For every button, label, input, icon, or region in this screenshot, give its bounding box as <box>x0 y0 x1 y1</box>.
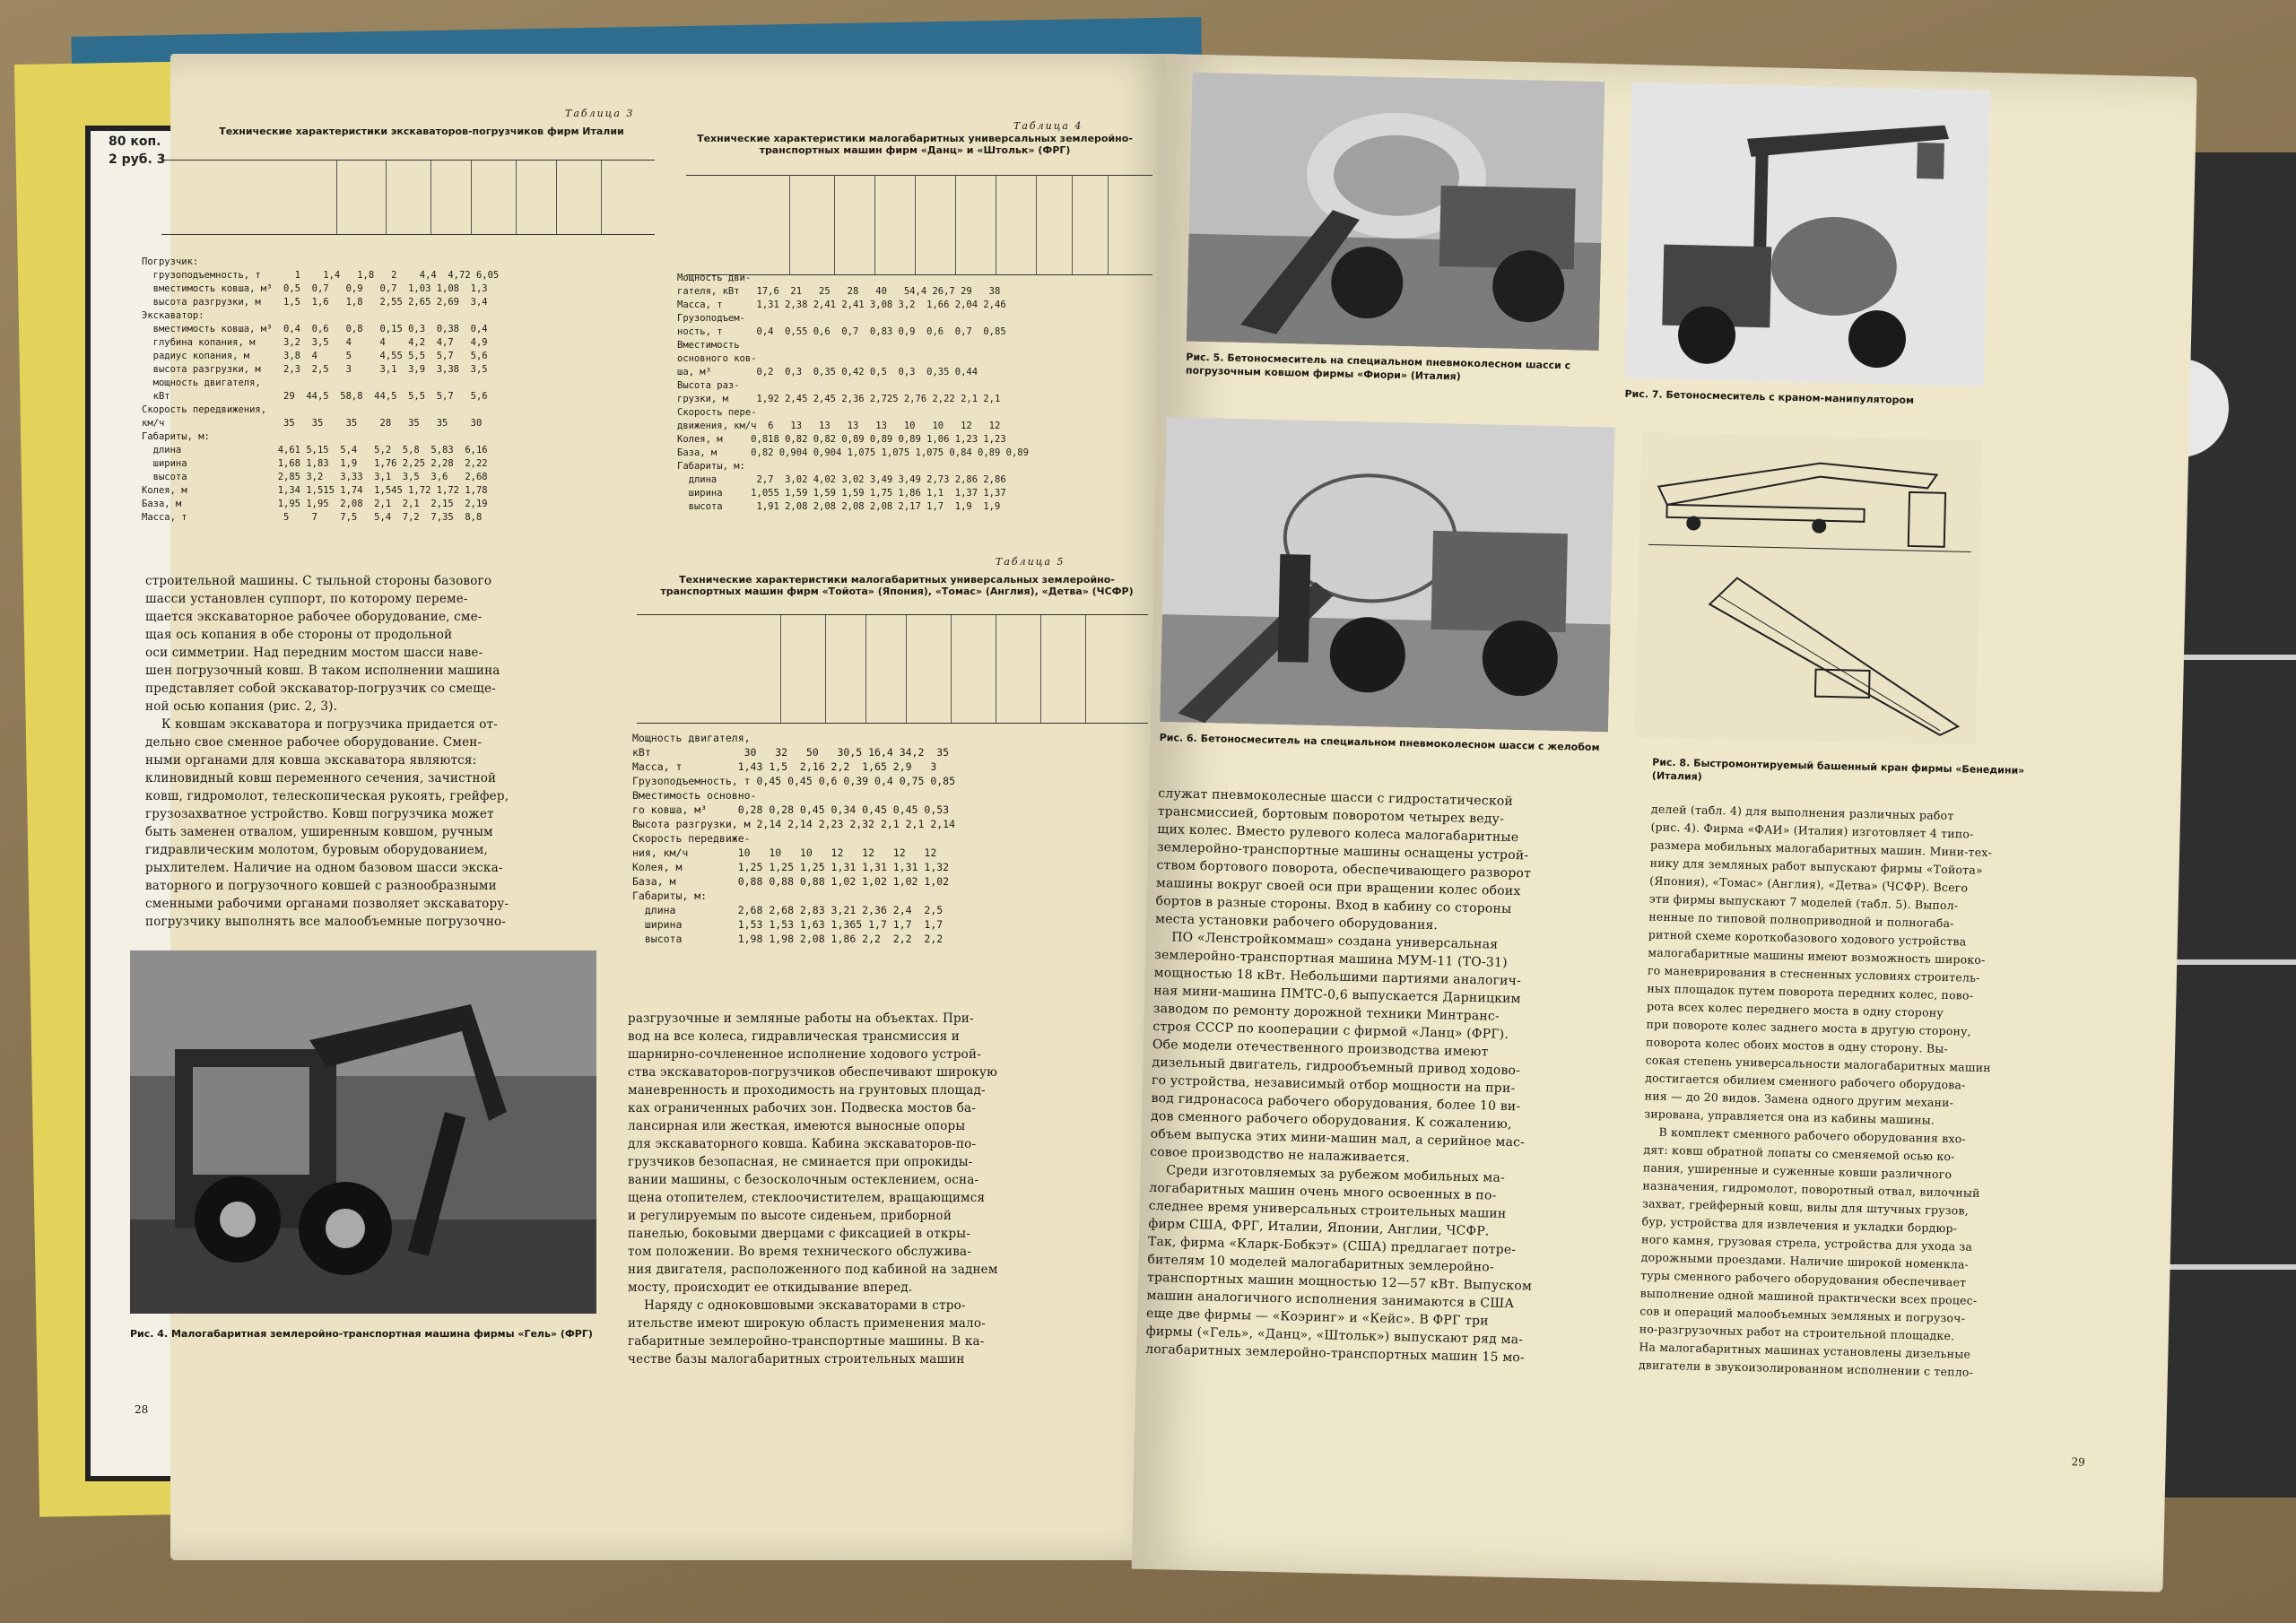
fig6-caption: Рис. 6. Бетоносмеситель на специальном пневмоколесном шасси с желобом <box>1159 732 1600 754</box>
right-text-column1: служат пневмоколесные шасси с гидростатической трансмиссией, бортовым поворотом четырех веду- щих колес. Вместо рулевого колеса малогабаритные землеройно-транспортные машины оснащены устрой- ством бортового поворота, обеспечивающего разворот машины вокруг своей оси при вращении колес обоих бортов в разные стороны. Вход в кабину со стороны места установки рабочего оборудования. ПО «Ленстройкоммаш» создана универсальная землеройно-транспортная машина МУМ-11 (ТО-31) мощностью 18 кВт. Небольшими партиями аналогич- ная мини-машина ПМТС-0,6 выпускается Дарницким заводом по ремонту дорожной техники Минтранс- строя СССР по кооперации с фирмой «Ланц» (ФРГ). Обе модели отечественного производства имеют дизельный двигатель, гидрообъемный привод ходово- го устройства, независимый отбор мощности на при- вод гидронасоса рабочего оборудования, более 10 ви- дов сменного рабочего оборудования. К сожалению, объем выпуска этих мини-машин мал, а серийное мас- совое производство не налаживается. Среди изготовляемых за рубежом мобильных ма- логабаритных машин очень много освоенных в по- следнее время универсальных строительных машин фирм США, ФРГ, Италии, Японии, Англии, ЧСФР. Так, фирма «Кларк-Бобкэт» (США) предлагает потре- бителям 10 моделей малогабаритных землеройно- транспортных машин мощностью 12—57 кВт. Выпуском машин аналогичного исполнения занимаются в США еще две фирмы — «Коэринг» и «Кейс». В ФРГ три фирмы («Гель», «Данц», «Штольк») выпускают ряд ма- логабаритных землеройно-транспортных машин 15 мо- <box>1145 786 1533 1366</box>
fig5-photo <box>1187 73 1605 351</box>
fig4-caption: Рис. 4. Малогабаритная землеройно-транспортная машина фирмы «Гель» (ФРГ) <box>130 1328 593 1340</box>
fig7-photo <box>1625 82 1990 386</box>
table3-rows: Погрузчик: грузоподъемность, т 1 1,4 1,8 2 4,4 4,72 6,05 вместимость ковша, м³ 0,5 0,7 0,9 0,7 1,03 1,08 1,3 высота разгрузки, м 1,5 1,6 1,8 2,55 2,65 2,69 3,4 Экскаватор: вместимость ковша, м³ 0,4 0,6 0,8 0,15 0,3 0,38 0,4 глубина копания, м 3,2 3,5 4 4 4,2 4,7 4,9 радиус копания, м 3,8 4 5 4,55 5,5 5,7 5,6 высота разгрузки, м 2,3 2,5 3 3,1 3,9 3,38 3,5 мощность двигателя, кВт 29 44,5 58,8 44,5 5,5 5,7 5,6 Скорость передвижения, км/ч 35 35 35 28 35 35 30 Габариты, м: длина 4,61 5,15 5,4 5,2 5,8 5,83 6,16 ширина 1,68 1,83 1,9 1,76 2,25 2,28 2,22 высота 2,85 3,2 3,33 3,1 3,5 3,6 2,68 Колея, м 1,34 1,515 1,74 1,545 1,72 1,72 1,78 База, м 1,95 1,95 2,08 2,1 2,1 2,15 2,19 Масса, т 5 7 7,5 5,4 7,2 7,35 8,8 <box>142 256 500 523</box>
table4-title: Технические характеристики малогабаритных универсальных землеройно-транспортных машин фирм «Данц» и «Штольк» (ФРГ) <box>697 133 1133 156</box>
table5-header <box>637 614 1148 724</box>
right-page <box>1132 54 2197 1593</box>
skid-steer-loader-image <box>130 950 596 1314</box>
underlying-price-text: 80 коп. 2 руб. 3 <box>109 135 166 167</box>
mixer-with-crane-image <box>1625 82 1990 386</box>
fig7-caption: Рис. 7. Бетоносмеситель с краном-манипулятором <box>1624 387 1915 407</box>
table3-header <box>161 160 655 235</box>
left-text-column2: разгрузочные и земляные работы на объектах. При- вод на все колеса, гидравлическая трансмиссия и шарнирно-сочлененное исполнение ходового устрой- ства экскаваторов-погрузчиков обеспечивают широкую маневренность и проходимость на грунтовых площад- ках ограниченных рабочих зон. Подвеска мостов ба- лансирная или жесткая, имеются выносные опоры для экскаваторного ковша. Кабина экскаваторов-по- грузчиков безопасная, не сминается при опрокиды- вании машины, с безосколочным остеклением, осна- щена отопителем, стеклоочистителем, вращающимся и регулируемым по высоте сиденьем, приборной панелью, боковыми дверцами с фиксацией в откры- том положении. Во время технического обслужива- ния двигателя, расположенного под кабиной на заднем мосту, происходит ее откидывание вперед. Наряду с одноковшовыми экскаваторами в стро- ительстве имеют широкую область применения мало- габаритные землеройно-транспортные машины. В ка- честве базы малогабаритных строительных машин <box>628 1011 998 1367</box>
table3-title: Технические характеристики экскаваторов-погрузчиков фирм Италии <box>219 126 624 137</box>
fig4-photo <box>130 950 596 1314</box>
table5-label: Таблица 5 <box>996 556 1065 568</box>
right-text-column2: делей (табл. 4) для выполнения различных работ (рис. 4). Фирма «ФАИ» (Италия) изготовляет 4 типо- размера мобильных малогабаритных машин. Мини-тех- нику для земляных работ выпускают фирмы «Тойота» (Япония), «Томас» (Англия), «Детва» (ЧСФР). Всего эти фирмы выпускают 7 моделей (табл. 5). Выпол- ненные по типовой полноприводной и полногаба- ритной схеме короткобазового ходового устройства малогабаритные машины имеют возможность широко- го маневрирования в стесненных условиях строитель- ных площадок путем поворота передних колес, пово- рота всех колес переднего моста в одну сторону при повороте колес заднего моста в другую сторону, поворота колес обоих мостов в одну сторону. Вы- сокая степень универсальности малогабаритных машин достигается обилием сменного рабочего оборудова- ния — до 20 видов. Замена одного другим механи- зирована, управляется она из кабины машины. В комплект сменного рабочего оборудования вхо- дят: ковш обратной лопаты со сменяемой осью ко- пания, уширенные и суженные ковши различного назначения, гидромолот, поворотный отвал, вилочный захват, грейферный ковш, вилы для штучных грузов, бур, устройства для извлечения и укладки бордюр- ного камня, грузовая стрела, устройства для ухода за дорожными проездами. Наличие широкой номенкла- туры сменного рабочего оборудования обеспечивает выполнение одной машиной практически всех процес- сов и операций малообъемных земляных и погрузоч- но-разгрузочных работ на строительной площадке. На малогабаритных машинах установлены дизельные двигатели в звукоизолированном исполнении с тепло- <box>1638 802 1993 1379</box>
concrete-mixer-bucket-image <box>1187 73 1605 351</box>
table3-label: Таблица 3 <box>565 108 635 119</box>
fig8-caption: Рис. 8. Быстромонтируемый башенный кран фирмы «Бенедини» (Италия) <box>1651 756 2025 783</box>
table4-rows: Мощность дви- гателя, кВт 17,6 21 25 28 40 54,4 26,7 29 38 Масса, т 1,31 2,38 2,41 2,41 3,08 3,2 1,66 2,04 2,46 Грузоподъем- ность, т 0,4 0,55 0,6 0,7 0,83 0,9 0,6 0,7 0,85 Вместимость основного ков- ша, м³ 0,2 0,3 0,35 0,42 0,5 0,3 0,35 0,44 Высота раз- грузки, м 1,92 2,45 2,45 2,36 2,725 2,76 2,22 2,1 2,1 Скорость пере- движения, км/ч 6 13 13 13 13 10 10 12 12 Колея, м 0,818 0,82 0,82 0,89 0,89 0,89 1,06 1,23 1,23 База, м 0,82 0,904 0,904 1,075 1,075 1,075 0,84 0,89 0,89 Габариты, м: длина 2,7 3,02 4,02 3,02 3,49 3,49 2,73 2,86 2,86 ширина 1,055 1,59 1,59 1,59 1,75 1,86 1,1 1,37 1,37 высота 1,91 2,08 2,08 2,08 2,08 2,17 1,7 1,9 1,9 <box>677 273 1029 512</box>
left-page-number: 28 <box>135 1403 149 1416</box>
tower-crane-diagram-image <box>1635 432 1983 745</box>
fig6-photo <box>1160 417 1615 732</box>
table4-header <box>686 175 1152 275</box>
concrete-mixer-chute-image <box>1160 417 1615 732</box>
fig5-caption: Рис. 5. Бетоносмеситель на специальном пневмоколесном шасси с погрузочным ковшом фирмы «Фиори» (Италия) <box>1185 351 1571 383</box>
table4-label: Таблица 4 <box>1013 120 1083 132</box>
fig8-diagram <box>1635 432 1983 745</box>
table5-rows: Мощность двигателя, кВт 30 32 50 30,5 16,4 34,2 35 Масса, т 1,43 1,5 2,16 2,2 1,65 2,9 3 Грузоподъемность, т 0,45 0,45 0,6 0,39 0,4 0,75 0,85 Вместимость основно- го ковша, м³ 0,28 0,28 0,45 0,34 0,45 0,45 0,53 Высота разгрузки, м 2,14 2,14 2,23 2,32 2,1 2,1 2,14 Скорость передвиже- ния, км/ч 10 10 10 12 12 12 12 Колея, м 1,25 1,25 1,25 1,31 1,31 1,31 1,32 База, м 0,88 0,88 0,88 1,02 1,02 1,02 1,02 Габариты, м: длина 2,68 2,68 2,83 3,21 2,36 2,4 2,5 ширина 1,53 1,53 1,63 1,365 1,7 1,7 1,7 высота 1,98 1,98 2,08 1,86 2,2 2,2 2,2 <box>632 732 956 945</box>
table5-title: Технические характеристики малогабаритных универсальных землеройно-транспортных машин фирм «Тойота» (Япония), «Томас» (Англия), «Детва» (ЧСФР) <box>660 574 1134 597</box>
left-text-column1: строительной машины. С тыльной стороны базового шасси установлен суппорт, по которому переме- щается экскаваторное рабочее оборудование, сме- щая ось копания в обе стороны от продольной оси симметрии. Над передним мостом шасси наве- шен погрузочный ковш. В таком исполнении машина представляет собой экскаватор-погрузчик со смеще- ной осью копания (рис. 2, 3). К ковшам экскаватора и погрузчика придается от- дельно свое сменное рабочее оборудование. Смен- ными органами для ковша экскаватора являются: клиновидный ковш переменного сечения, зачистной ковш, гидромолот, телескопическая рукоять, грейфер, грузозахватное устройство. Ковш погрузчика может быть заменен отвалом, уширенным ковшом, ручным гидравлическим молотом, буровым оборудованием, рыхлителем. Наличие на одном базовом шасси экска- ваторного и погрузочного ковшей с разнообразными сменными рабочими органами позволяет экскаватору- погрузчику выполнять все малообъемные погрузочно- <box>145 574 509 929</box>
right-page-number: 29 <box>2071 1455 2086 1469</box>
